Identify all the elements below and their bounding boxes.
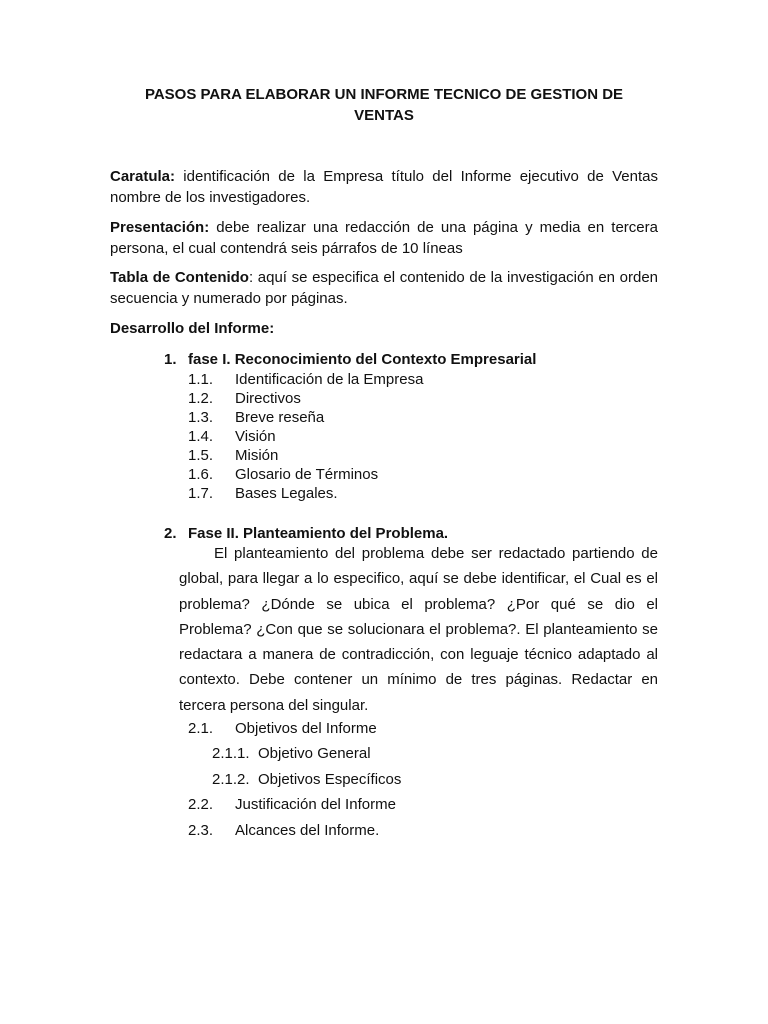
list-item <box>188 795 396 814</box>
phase-2-number: 2. <box>164 525 177 542</box>
list-item-number: 1.7. <box>188 485 214 502</box>
list-item-label: Objetivos Específicos <box>258 771 402 788</box>
list-item <box>212 770 401 789</box>
tabla-contenido-text: : aquí se especifica el contenido de la investigación en orden secuencia y numerado por páginas. <box>110 269 659 307</box>
list-item-number: 1.1. <box>188 371 214 388</box>
title-line-2: VENTAS <box>354 107 414 124</box>
phase-1-title: fase I. Reconocimiento del Contexto Empresarial <box>188 351 537 368</box>
caratula-text: identificación de la Empresa título del Informe ejecutivo de Ventas nombre de los investigadores. <box>110 168 658 206</box>
desarrollo-heading: Desarrollo del Informe: <box>110 320 275 337</box>
list-item <box>188 484 338 503</box>
title-line-1: PASOS PARA ELABORAR UN INFORME TECNICO DE GESTION DE <box>144 86 624 103</box>
list-item-label: Objetivo General <box>258 745 371 762</box>
list-item-label: Alcances del Informe. <box>235 822 380 839</box>
phase-1-number: 1. <box>164 351 177 368</box>
caratula-label: Caratula: <box>110 168 176 185</box>
phase-2-title: Fase II. Planteamiento del Problema. <box>188 525 449 542</box>
list-item-label: Identificación de la Empresa <box>235 371 424 388</box>
list-item-label: Directivos <box>235 390 301 407</box>
list-item-label: Bases Legales. <box>235 485 338 502</box>
list-item-label: Glosario de Términos <box>235 466 379 483</box>
phase-2-body <box>179 541 658 718</box>
list-item-number: 2.1. <box>188 720 214 737</box>
tabla-contenido-paragraph <box>110 267 658 309</box>
list-item-number: 2.1.2. <box>212 771 250 788</box>
list-item <box>188 465 378 484</box>
list-item-label: Objetivos del Informe <box>235 720 377 737</box>
list-item-label: Breve reseña <box>235 409 325 426</box>
document-title <box>110 84 658 126</box>
list-item-label: Visión <box>235 428 276 445</box>
list-item <box>188 821 379 840</box>
list-item-number: 1.4. <box>188 428 214 445</box>
list-item-label: Misión <box>235 447 279 464</box>
list-item <box>188 719 377 738</box>
list-item-number: 1.5. <box>188 447 214 464</box>
list-item <box>188 427 276 446</box>
caratula-paragraph <box>110 166 658 208</box>
list-item-number: 1.2. <box>188 390 214 407</box>
list-item-label: Justificación del Informe <box>235 796 396 813</box>
list-item-number: 2.3. <box>188 822 214 839</box>
tabla-contenido-label: Tabla de Contenido <box>110 269 249 286</box>
list-item-number: 1.3. <box>188 409 214 426</box>
list-item-number: 2.2. <box>188 796 214 813</box>
list-item <box>188 408 324 427</box>
presentacion-label: Presentación: <box>110 219 210 236</box>
phase-2-body-text: El planteamiento del problema debe ser redactado partiendo de global, para llegar a lo especifico, aquí se debe identificar, el Cual es el problema? ¿Dónde se ubica el problema? ¿Por qué se dio el Problema? ¿Con que se solucionara el problema?. El planteamiento se redactara a manera de contradicción, con leguaje técnico adaptado al contexto. Debe contener un mínimo de tres páginas. Redactar en tercera persona del singular. <box>179 545 658 714</box>
phase-1-heading <box>164 350 536 370</box>
list-item-number: 2.1.1. <box>212 745 250 762</box>
list-item <box>212 744 371 763</box>
list-item <box>188 370 423 389</box>
list-item <box>188 446 278 465</box>
presentacion-paragraph <box>110 217 658 259</box>
list-item-number: 1.6. <box>188 466 214 483</box>
presentacion-text: debe realizar una redacción de una página y media en tercera persona, el cual contendrá seis párrafos de 10 líneas <box>110 219 658 257</box>
list-item <box>188 389 301 408</box>
